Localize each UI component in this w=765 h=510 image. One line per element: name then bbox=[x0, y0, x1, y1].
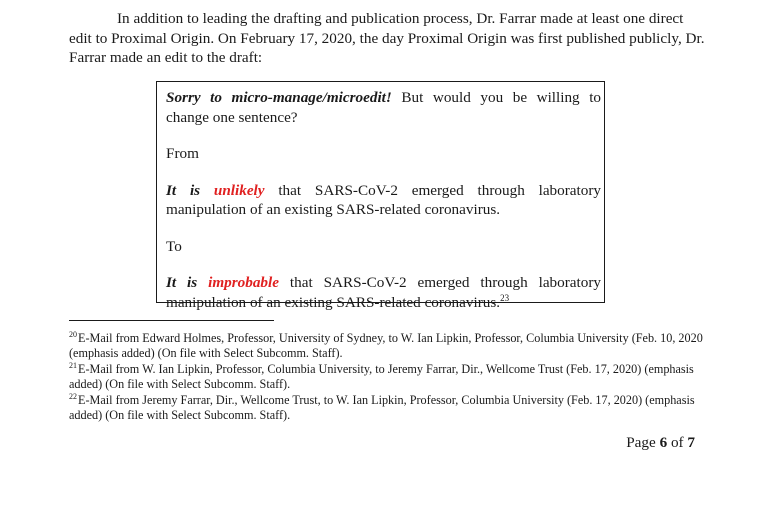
footnote-reference: 23 bbox=[500, 292, 510, 303]
from-rest: that SARS-CoV-2 emerged through laboratory manipulation of an existing SARS-related coronavirus. bbox=[166, 181, 602, 218]
from-key-word: unlikely bbox=[213, 181, 265, 199]
to-key-word: improbable bbox=[208, 274, 279, 291]
footnote-number: 20 bbox=[69, 330, 77, 339]
footnote-text: E-Mail from Edward Holmes, Professor, University of Sydney, to W. Ian Lipkin, Professor, Columbia University (Feb. 10, 2020 (emphasis added) (On file with Select Subcomm. Staff). bbox=[69, 331, 703, 360]
page-current: 6 bbox=[659, 434, 668, 451]
to-rest: that SARS-CoV-2 emerged through laboratory manipulation of an existing SARS-related coronavirus. bbox=[166, 274, 602, 311]
to-label: To bbox=[166, 237, 182, 255]
intro-text: In addition to leading the drafting and publication process, Dr. Farrar made at least one direct edit to Proximal Origin. On February 17, 2020, the day Proximal Origin was first published publicly, Dr. Farrar made an edit to the draft: bbox=[69, 10, 705, 66]
to-lead: It is bbox=[166, 274, 198, 291]
footnote-divider bbox=[69, 320, 274, 321]
quoted-email-box bbox=[156, 81, 605, 311]
footnote-number: 22 bbox=[69, 392, 77, 401]
to-sentence bbox=[166, 273, 601, 312]
footnote-item bbox=[69, 362, 709, 392]
from-sentence bbox=[166, 181, 601, 220]
quote-opening-bold: Sorry to micro-manage/microedit! bbox=[166, 89, 392, 106]
page-separator: of bbox=[667, 434, 688, 451]
page-number bbox=[626, 433, 695, 452]
footnotes bbox=[69, 331, 709, 424]
page-total: 7 bbox=[687, 434, 695, 451]
page-prefix: Page bbox=[626, 434, 660, 451]
footnote-number: 21 bbox=[69, 361, 77, 370]
from-label: From bbox=[166, 145, 199, 162]
intro-paragraph bbox=[69, 9, 709, 68]
quote-opening bbox=[166, 88, 601, 127]
footnote-item bbox=[69, 331, 709, 361]
footnote-text: E-Mail from Jeremy Farrar, Dir., Wellcome Trust, to W. Ian Lipkin, Professor, Columbia University (Feb. 17, 2020) (emphasis added) (On file with Select Subcomm. Staff). bbox=[69, 393, 695, 422]
from-lead: It is bbox=[166, 181, 201, 199]
footnote-text: E-Mail from W. Ian Lipkin, Professor, Columbia University, to Jeremy Farrar, Dir., Wellcome Trust (Feb. 17, 2020) (emphasis added) (On file with Select Subcomm. Staff). bbox=[69, 362, 694, 391]
quote-opening-rest: But would you be willing to change one sentence? bbox=[166, 89, 602, 126]
footnote-item bbox=[69, 393, 709, 423]
